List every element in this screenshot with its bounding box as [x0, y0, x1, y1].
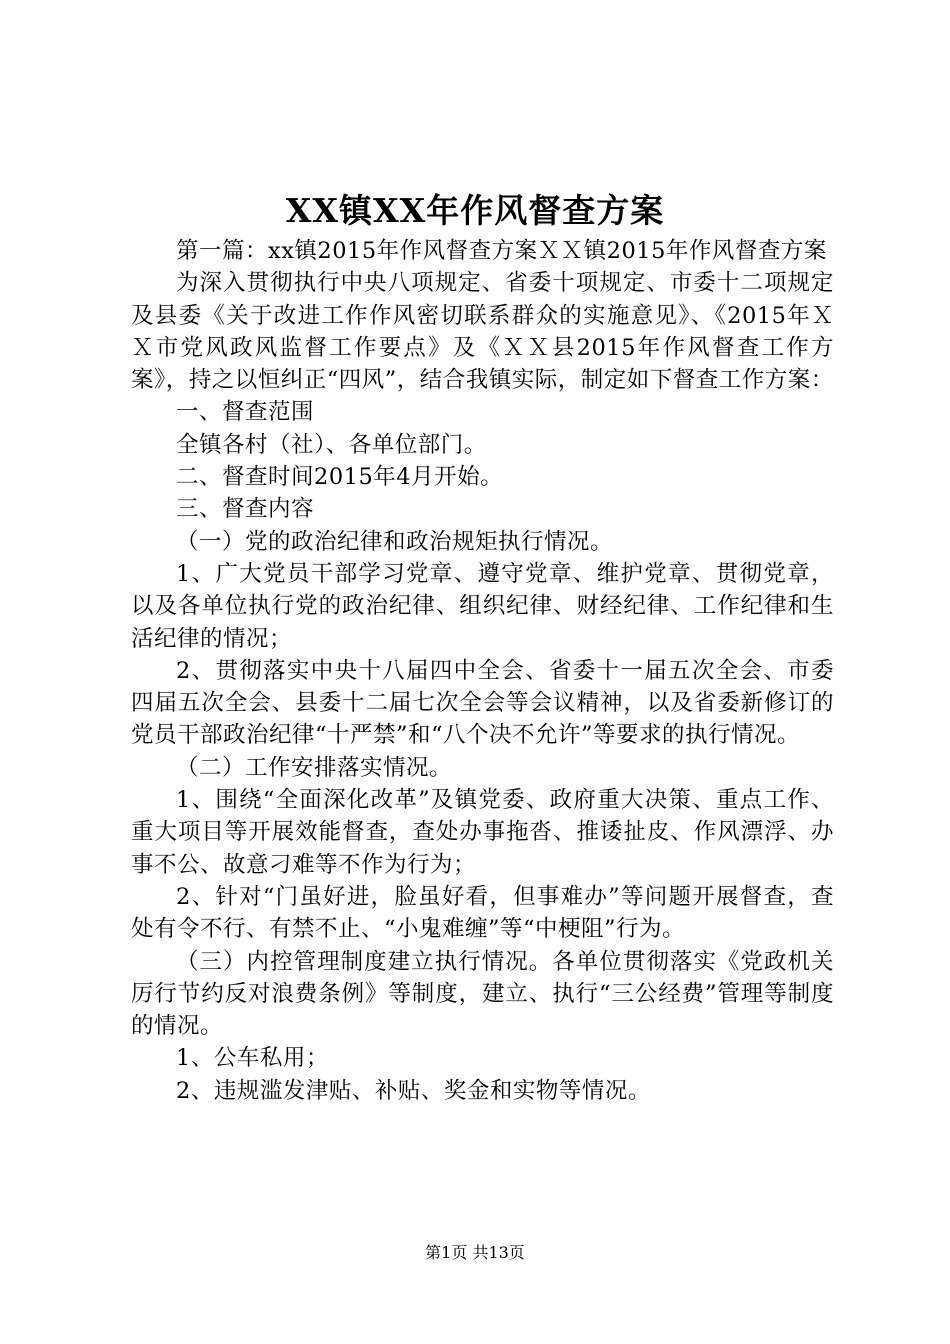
- list-item: 2、贯彻落实中央十八届四中全会、省委十一届五次全会、市委四届五次全会、县委十二届七次全会等会议精神，以及省委新修订的党员干部政治纪律“十严禁”和“八个决不允许”等要求的执行情况。: [131, 657, 834, 749]
- paragraph-intro: 为深入贯彻执行中央八项规定、省委十项规定、市委十二项规定及县委《关于改进工作作风密切联系群众的实施意见》、《2015年ＸＸ市党风政风监督工作要点》及《ＸＸ县2015年作风督查工作方案》，持之以恒纠正“四风”，结合我镇实际，制定如下督查工作方案：: [131, 270, 834, 394]
- document-title: XX镇XX年作风督查方案: [285, 191, 665, 230]
- section-heading-time: 二、督查时间2015年4月开始。: [176, 464, 504, 491]
- section-heading-content: 三、督查内容: [176, 496, 315, 523]
- paragraph-heading-part1: 第一篇：xx镇2015年作风督查方案ＸＸ镇2015年作风督查方案: [176, 238, 827, 264]
- list-item: 1、广大党员干部学习党章、遵守党章、维护党章、贯彻党章，以及各单位执行党的政治纪律、组织纪律、财经纪律、工作纪律和生活纪律的情况；: [131, 560, 834, 652]
- section-heading-scope: 一、督查范围: [176, 399, 315, 426]
- list-item: 1、公车私用；: [176, 1045, 329, 1072]
- subsection-heading-2: （二）工作安排落实情况。: [176, 754, 453, 781]
- list-item: 2、针对“门虽好进，脸虽好看，但事难办”等问题开展督查，查处有令不行、有禁不止、“小鬼难缠”等“中梗阻”行为。: [131, 883, 834, 943]
- page-number-footer: 第1页 共13页: [425, 1243, 525, 1262]
- subsection-heading-1: （一）党的政治纪律和政治规矩执行情况。: [176, 528, 614, 555]
- subsection-heading-3: （三）内控管理制度建立执行情况。各单位贯彻落实《党政机关厉行节约反对浪费条例》等制度，建立、执行“三公经费”管理等制度的情况。: [131, 948, 834, 1040]
- paragraph-scope: 全镇各村（社）、各单位部门。: [176, 431, 487, 458]
- document-body: [131, 235, 834, 1107]
- list-item: 2、违规滥发津贴、补贴、奖金和实物等情况。: [176, 1077, 651, 1104]
- list-item: 1、围绕“全面深化改革”及镇党委、政府重大决策、重点工作、重大项目等开展效能督查，查处办事拖沓、推诿扯皮、作风漂浮、办事不公、故意刁难等不作为行为；: [131, 787, 834, 878]
